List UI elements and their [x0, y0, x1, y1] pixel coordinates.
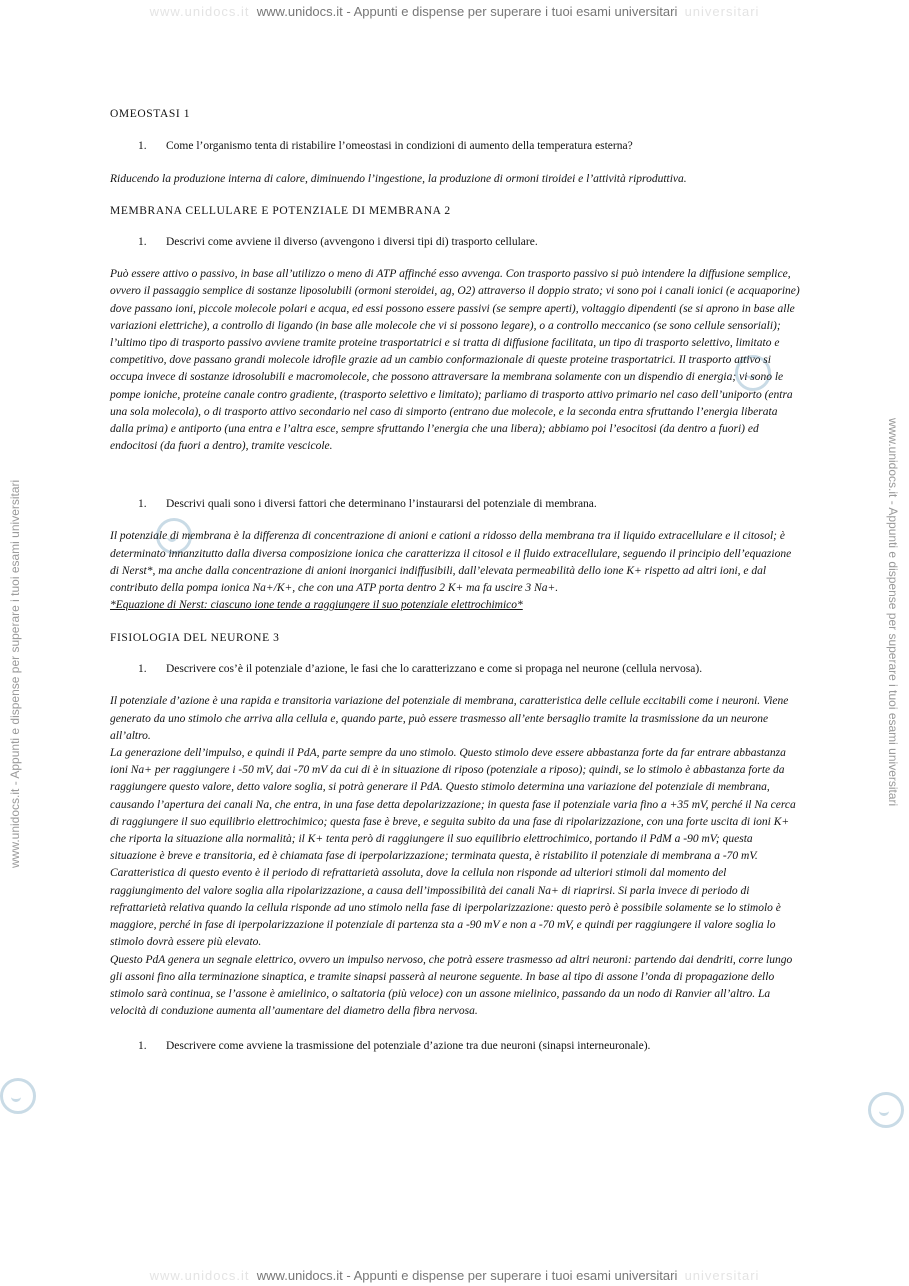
- watermark-text: www.unidocs.it - Appunti e dispense per superare i tuoi esami universitari: [256, 4, 678, 19]
- answer-text: Riducendo la produzione interna di calore, diminuendo l’ingestione, la produzione di ormoni tiroidei e l’attività riproduttiva.: [110, 173, 687, 185]
- question-number: 1.: [138, 236, 147, 249]
- watermark-bottom: [0, 1268, 909, 1283]
- question-number: 1.: [138, 140, 147, 152]
- document-body: [110, 104, 800, 1052]
- question-text: Descrivere come avviene la trasmissione del potenziale d’azione tra due neuroni (sinapsi interneuronale).: [166, 1040, 651, 1053]
- question-number: 1.: [138, 663, 147, 676]
- answer-footnote: *Equazione di Nerst: ciascuno ione tende a raggiungere il suo potenziale elettrochimico*: [110, 599, 523, 612]
- answer-paragraph: Il potenziale d’azione è una rapida e transitoria variazione del potenziale di membrana, caratteristica delle cellule eccitabili come i neuroni. Viene generato da uno stimolo che arriva alla cellula e, quando parte, può essere trasmesso all’ente bersaglio tramite la trasmissione da un neurone all’altro.: [110, 695, 789, 742]
- question-text: Descrivi come avviene il diverso (avvengono i diversi tipi di) trasporto cellulare.: [166, 236, 538, 249]
- answer-paragraph: Questo PdA genera un segnale elettrico, ovvero un impulso nervoso, che potrà essere trasmesso ad altri neuroni: partendo dai dendriti, corre lungo gli assoni fino alla terminazione sinaptica, e tramite sinapsi passerà al neurone seguente. In base al tipo di assone l’onda di propagazione dello stimolo sarà continua, se l’assone è amielinico, o saltatoria (più veloce) con un assone mielinico, passando da un nodo di Ranvier all’altro. La velocità di conduzione aumenta all’aumentare del diametro della fibra nervosa.: [110, 953, 793, 1018]
- answer-text: Può essere attivo o passivo, in base all’utilizzo o meno di ATP affinché esso avvenga. Con trasporto passivo si può intendere la diffusione semplice, ovvero il passaggio semplice di sostanze liposolubili (ormoni steroidei, ag, O2) attraverso il doppio strato; vi sono poi i canali ionici (e acquaporine) dove passano ioni, piccole molecole polari e acqua, ed essi possono essere passivi (se sempre aperti), voltaggio dipendenti (se si aprono in base alle variazioni elettriche), a controllo di ligando (in base alle molecole che vi si possono legare), o a controllo meccanico (se sono cellule sensoriali); l’ultimo tipo di trasporto passivo avviene tramite proteine trasportatrici e si tratta di diffusione facilitata, un tipo di trasporto selettivo, limitato e competitivo, dove passano grandi molecole idrofile grazie ad un cambio conformazionale di queste proteine trasportatrici. Il trasporto attivo si occupa invece di sostanze idrosolubili e macromolecole, che possono attraversare la membrana solamente con un dispendio di energia; vi sono le pompe ioniche, proteine canale contro gradiente, (trasporto selettivo e limitato); parliamo di trasporto attivo primario nel caso dell’uniporto (entra una sola molecola), o di trasporto attivo secondario nel caso di simporto (entrano due molecole, e la seconda entra sfruttando l’energia liberata dalla prima) e antiporto (una entra e l’altra esce, sempre sfruttando l’energia che una libera); abbiamo poi l’esocitosi (da dentro a fuori) ed endocitosi (da fuori a dentro), tramite vescicole.: [110, 268, 800, 453]
- watermark-ghost-right: universitari: [684, 1268, 760, 1283]
- question: [110, 140, 800, 152]
- section-title: OMEOSTASI 1: [110, 108, 191, 120]
- watermark-text: www.unidocs.it - Appunti e dispense per superare i tuoi esami universitari: [256, 1268, 678, 1283]
- watermark-ghost-right: universitari: [684, 4, 760, 19]
- watermark-logo-icon: [0, 1078, 36, 1114]
- answer-text: Il potenziale di membrana è la differenza di concentrazione di anioni e cationi a ridosso della membrana tra il liquido extracellulare e il citosol; è determinato innanzitutto dalla diversa composizione ionica che caratterizza il citosol e il fluido extracellulare, seguendo il principio dell’equazione di Nerst*, ma anche dalla concentrazione di anioni inorganici indiffusibili, dall’elevata permeabilità dello ione K+ rispetto ad altri ioni, e dal contributo della pompa ionica Na+/K+, che con una ATP porta dentro 2 K+ ma fa uscire 3 Na+.: [110, 530, 792, 595]
- question-text: Come l’organismo tenta di ristabilire l’omeostasi in condizioni di aumento della temperatura esterna?: [166, 140, 633, 152]
- watermark-right: www.unidocs.it - Appunti e dispense per superare i tuoi esami universitari: [886, 418, 900, 807]
- section-title: MEMBRANA CELLULARE E POTENZIALE DI MEMBRANA 2: [110, 205, 451, 218]
- question: [110, 236, 800, 248]
- watermark-top: [0, 4, 909, 19]
- answer-paragraph: La generazione dell’impulso, e quindi il PdA, parte sempre da uno stimolo. Questo stimolo deve essere abbastanza forte da far entrare abbastanza ioni Na+ per raggiungere i -50 mV, dai -70 mV da cui di è in situazione di riposo (potenziale a riposo); quindi, se lo stimolo è abbastanza forte da raggiungere questo valore, detto valore soglia, si potrà generare il PdA. Questo stimolo determina una variazione del potenziale di membrana, causando l’apertura dei canali Na, che entra, in una fase detta depolarizzazione; in questa fase il potenziale varia fino a +35 mV, perché il Na cerca di raggiungere il suo equilibrio elettrochimico; questa fase è breve, e seguita subito da una fase di ripolarizzazione, con una forte uscita di ioni K+ che riporta la situazione alla normalità; il K+ tenta però di raggiungere il suo equilibrio elettrochimico, portando il PdM a -90 mV; questa situazione è breve e transitoria, ed è chiamata fase di iperpolarizzazione; terminata questa, è ristabilito il potenziale di membrana a -70 mV. Caratteristica di questo evento è il periodo di refrattarietà assoluta, dove la cellula non risponde ad ulteriori stimoli dal momento del raggiungimento del valore soglia alla ripolarizzazione, a causa dell’impossibilità dei canali Na+ di riaprirsi. Si parla invece di periodo di refrattarietà relativa quando la cellula risponde ad uno stimolo nella fase di iperpolarizzazione: questo però è possibile solamente se lo stimolo è maggiore, perché in fase di iperpolarizzazione il potenziale di partenza sta a -90 mV e non a -70 mV, e quindi per raggiungere il valore soglia lo stimolo dovrà essere più elevato.: [110, 747, 796, 949]
- question-number: 1.: [138, 498, 147, 511]
- question-text: Descrivere cos’è il potenziale d’azione, le fasi che lo caratterizzano e come si propaga nel neurone (cellula nervosa).: [166, 663, 703, 676]
- watermark-ghost: www.unidocs.it: [149, 4, 250, 19]
- question: [110, 663, 800, 675]
- question: [110, 498, 800, 510]
- question-number: 1.: [138, 1040, 147, 1053]
- section-title: FISIOLOGIA DEL NEURONE 3: [110, 632, 280, 645]
- watermark-logo-icon: [868, 1092, 904, 1128]
- answer-block: [110, 693, 800, 1020]
- watermark-ghost: www.unidocs.it: [149, 1268, 250, 1283]
- watermark-left: www.unidocs.it - Appunti e dispense per superare i tuoi esami universitari: [8, 479, 22, 868]
- question-text: Descrivi quali sono i diversi fattori che determinano l’instaurarsi del potenziale di membrana.: [166, 498, 597, 511]
- question: [110, 1040, 800, 1052]
